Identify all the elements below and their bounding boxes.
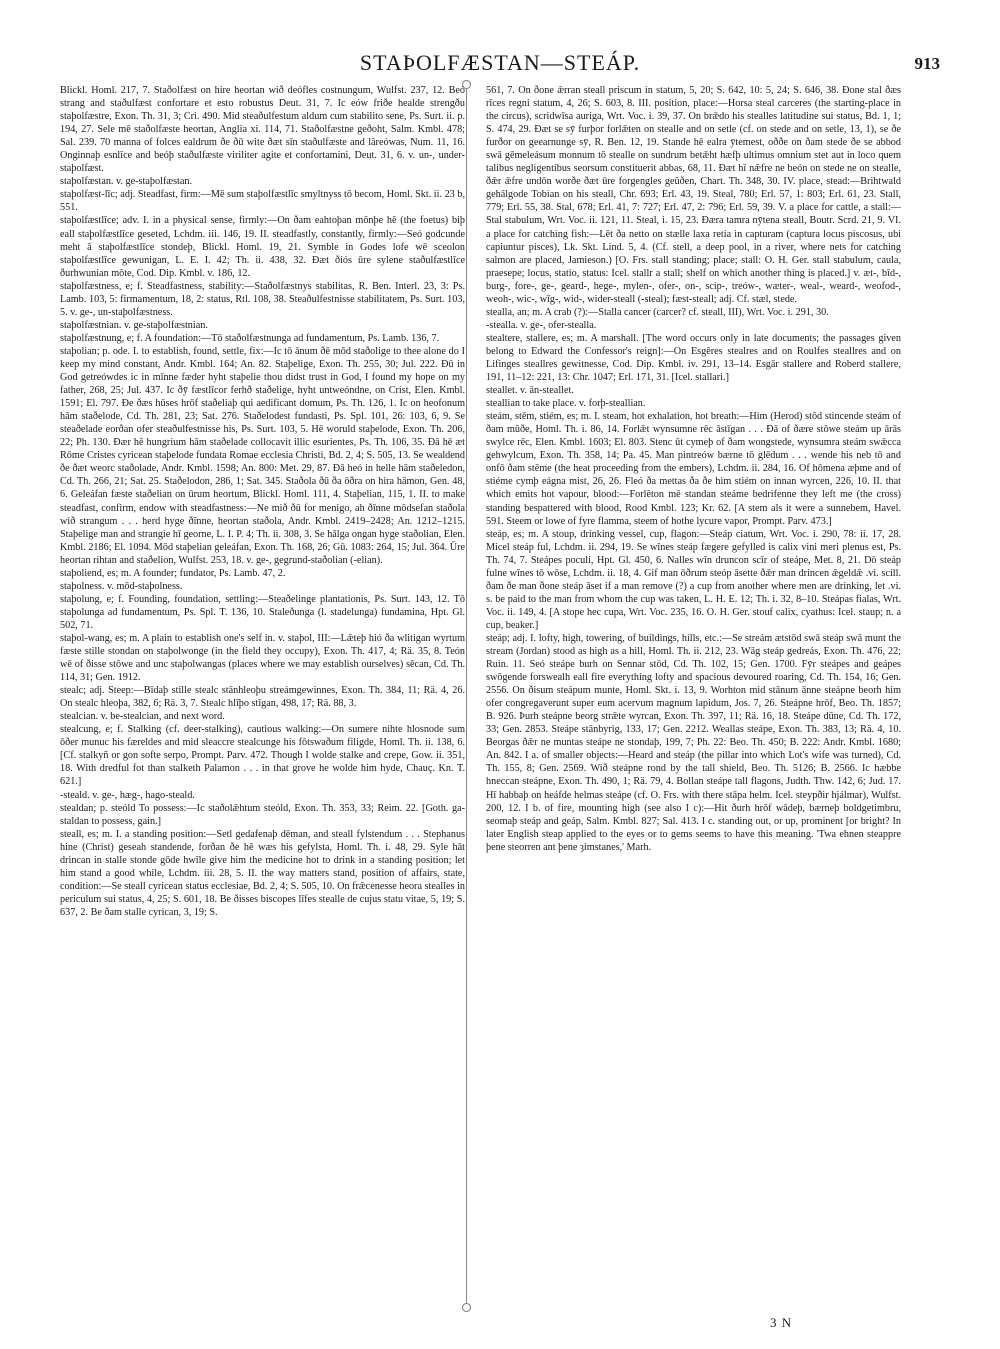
entry: steallian to take place. v. forþ-steallian. xyxy=(486,398,646,410)
entry: stealtere, stallere, es; m. A marshall. [The word occurs only in late documents; the passages given belong to Edward the Confessor's reign]:—On Esgēres stealres and on Roulfes steallres and on Lifinges steallres gewitnesse, Cod. Dip. Kmbl. iv. 291, 13–14. Esgār stallere and Roberd stallere, 191, 11–12: 221, 13: Chr. 1047; Erl. 171, 31. [Icel. stallari.] xyxy=(486,332,901,384)
left-column xyxy=(60,84,465,1309)
entry: staþolfæstnian. v. ge-staþolfæstnian. xyxy=(60,319,208,331)
entry: staþolian; p. ode. I. to establish, found, settle, fix:—Ic tō ānum ðē mōd staðolige to thee alone do I keep my mind constant, Andr. Kmbl. 164; An. 82. Staþelige, Exon. Th. 255, 30; Jul. 222. Ðū in God getreówdes ic in mīnne fæder hyht staþelie thou didst trust in God, I found my hope on my father, 268, 25; Jul. 437. Ic ðȳ fæstlīcor ferhð staðelige, hyht untweóndne, on Crist, Elen. Kmbl. 1591; El. 797. Ðe ðæs hūses hrōf staðeliaþ qui aedificant domum, Ps. Th. 126, 1. Ic on heofonum hām staðelode, Cd. Th. 281, 23; Sat. 276. Staðelodest fundasti, Ps. Spl. 101, 26: 103, 6, 9. Se steaðelade eorðan ofer steaðulfestnisse his, Ps. Surt. 103, 5. Hē woruld staþelode, Exon. Th. 206, 22; Ph. 130. Ðær hē hungrium hām staðelade collocavit illic esurientes, Ps. Th. 106, 35. Ðā hē æt Rōme Cristes cyricean staþelode fundata Romae ecclesia Christi, Bd. 2, 4; S. 505, 13. Se wealdend ðe ðæt weorc staðolade, Andr. Kmbl. 1598; An. 800: Met. 29, 87. Ðā heó in helle hām staðeledon, Cd. Th. 266, 21; Sat. 25. Staðelodon, 286, 1; Sat. 345. Staðola ðū ða ōðra on hira hāmon, Gen. 48, 6. Geleáfan fæste staðelian on ūrum heortum, Blickl. Homl. 111, 4. Staþelian, 115, 1. II. to make steadfast, confirm, endow with steadfastness:—Ne mið ðū for menigo, ah ðīnne mōdsefan staðola wið strangum . . . herd hyge ðīnne, heortan staðola, Andr. Kmbl. 2419–2428; An. 1212–1215. Staþelige man and strangie hī georne, L. I. P. 4; Th. ii. 308, 3. Se hālga ongan hyge staðolian, Elen. Kmbl. 2186; El. 1094. Mōd staþelian geleáfan, Exon. Th. 168, 26; Gū. 1083: 264, 15; Jul. 364. Ūre heortan rihtan and staðelion, Wulfst. 253, 18. v. ge-, gegrund-staðolian (-elian). xyxy=(60,345,465,566)
entry: -stealla. v. ge-, ofer-stealla. xyxy=(486,319,597,331)
entry: staþolfæst-līc; adj. Steadfast, firm:—Mē sum staþolfæstlīc smyltnyss tō becom, Homl. Skt. ii. 23 b, 551. xyxy=(60,189,465,214)
entry: staþolfæstan. v. ge-staþolfæstan. xyxy=(60,176,193,188)
column-divider xyxy=(466,84,467,1309)
entry: stealcung, e; f. Stalking (cf. deer-stalking), cautious walking:—On sumere nihte hlosnode sum ōðer munuc his færeldes and mid sleaccre stealcunge his fōtswaðum filigde, Homl. Th. ii. 138, 6. [Cf. stalkyñ or gon softe serpo, Prompt. Parv. 472. Though I wolde stalke and crepe, Gow. ii. 351, 18. With dredful fot than stalketh Palamon . . . in that grove he wolde him hyde, Chauç. Kn. T. 621.] xyxy=(60,724,465,788)
entry: staþolfæstlīce; adv. I. in a physical sense, firmly:—On ðam eahtoþan mōnþe hē (the foetus) biþ eall staþolfæstlīce geseted, Lchdm. iii. 146, 19. II. steadfastly, constantly, firmly:—Seó godcunde meht ā staþolfæstlīce stondeþ, Blickl. Homl. 19, 21. Symble in Godes lofe wē sceolon staþolfæstlīce gewunigan, L. E. I. 42; Th. ii. 438, 32. Ðæt ðiós ūre sylene staðulfæstlīce ðurhwunian mōte, Cod. Dip. Kmbl. v. 186, 12. xyxy=(60,215,465,279)
entry: staþolung, e; f. Founding, foundation, settling:—Steaðelinge plantationis, Ps. Surt. 143, 12. Tō staþolunga ad fundamentum, Ps. Spl. T. 136, 10. Staleðunga (l. stadelunga) fundamina, Hpt. Gl. 502, 71. xyxy=(60,593,465,631)
entry: staþol-wang, es; m. A plain to establish one's self in. v. staþol, III:—Lǣteþ hió ða wlitigan wyrtum fæste stille stondan on staþolwonge (in the field they occupy), Exon. Th. 417, 4; Rä. 35, 8. Teón wē of ðisse stōwe and unc staþolwangas (places where we may establish ourselves) sēcan, Cd. Th. 114, 31; Gen. 1912. xyxy=(60,632,465,684)
page-header xyxy=(60,50,940,80)
entry: staþolness. v. mōd-staþolness. xyxy=(60,580,183,592)
entry: stealcian. v. be-stealcian, and next word. xyxy=(60,711,225,723)
right-column xyxy=(486,84,901,1309)
entry: stealdan; p. steóld To possess:—Ic staðolǣhtum steóld, Exon. Th. 353, 33; Reim. 22. [Goth. ga-staldan to possess, gain.] xyxy=(60,802,465,827)
entry: steám, stēm, stiém, es; m. I. steam, hot exhalation, hot breath:—Him (Herod) stōd stincende steám of ðam mūðe, Homl. Th. i. 86, 14. Forlǣt wynsumne rēc āstīgan . . . Ðā of ðære stōwe steám up ārās swylce rēc, Elen. Kmbl. 1603; El. 803. Stenc ūt cymeþ of ðam wongstede, wynsumra steám swǣcca gehwylcum, Exon. Th. 358, 14; Pa. 45. Man pintreów bærne tō glēdum . . . wende his neb tō and onfō ðam stēme (the heat proceeding from the embers), Lchdm. ii. 284, 16. Of hōmena æþme and of stiéme cymþ eágna mist, 26, 26. Fleó ða mettas ða ðe him stiém on innan wyrcen, 226, 10. II. that which emits hot vapour, blood:—Forlēton mē standan steáme bedrifenne they left me (the cross) standing bespattered with blood, Rood Kmbl. 123; Kr. 62. [A stem als it were a sunnebem, Havel. 591. Steem or lowe of fyre flamma, steem of hothe lycure vapor, Prompt. Parv. 473.] xyxy=(486,411,901,527)
entry: stealla, an; m. A crab (?):—Stalla cancer (carcer? cf. steall, III), Wrt. Voc. i. 291, 30. xyxy=(486,306,829,318)
page-number: 913 xyxy=(914,54,940,73)
entry: steall, es; m. I. a standing position:—Setl gedafenaþ dēman, and steall fylstendum . . . Stephanus hine (Christ) geseah standende, forðan ðe hē wæs his gefylsta, Homl. Th. i. 48, 29. Syle hāt drincan in stalle stonde gōde hwīle give him the medicine hot to drink in a standing position; let him stand a good while, Lchdm. iii. 28, 5. II. the way matters stand, position of affairs, state, condition:—Se steall cyricean status ecclesiae, Bd. 2, 4; S. 505, 10. On frǣcenesse heora stealles in periculum sui status, 4, 25; S. 601, 18. Be ðisses biscopes līfes stealle de cujus statu vitae, 5, 19; S. 637, 2. Be ðam stalle cyrican, 3, 19; S. xyxy=(60,828,465,918)
entry: -steald. v. ge-, hæg-, hago-steald. xyxy=(60,789,195,801)
running-title: STAÞOLFÆSTAN—STEÁP. xyxy=(359,50,641,75)
entry: steáp; adj. I. lofty, high, towering, of buildings, hills, etc.:—Se streám ætstōd swā steáp swā munt the stream (Jordan) stood as high as a hill, Homl. Th. ii. 212, 23. Wāg steáp gedreás, Exon. Th. 476, 22; Ruin. 11. Seó steápe burh on Sennar stōd, Cd. Th. 102, 15; Gen. 1700. Fȳr steápes and geápes swōgende forswealh eall fire everything lofty and spacious devoured roaring, Cd. Th. 154, 16; Gen. 2556. On ðisum steápum munte, Homl. Skt. i. 13, 9. Worhton mid stānum ānne steápne beorh him ofer congregaverunt super eum acervum magnum lapidum, Jos. 7, 26. Steápne hrōf, Beo. Th. 1857; B. 926. Þurh steápne beorg strǣte wyrcan, Exon. Th. 397, 11; Rä. 16, 18. Steápe dūne, Cd. Th. 172, 33; Gen. 2853. Steápe stānbyrig, 133, 17; Gen. 2212. Weallas steápe, Exon. Th. 383, 13; Rä. 4, 10. Beorgas ðǣr ne muntas steápe ne stondaþ, 199, 7; Ph. 22: Beo. Th. 450; B. 222: Andr. Kmbl. 1680; An. 842. I a. of smaller objects:—Heard and steáp (the pillar into which Lot's wife was turned), Cd. Th. 155, 8; Gen. 2569. Wið steápne rond by the tall shield, Beo. Th. 5126; B. 2566. Ic hæbbe hneccan steápne, Exon. Th. 490, 1; Rä. 79, 4. Bollan steápe tall flagons, Judth. Thw. 142, 6; Jud. 17. Hī habbaþ on heáfde helmas steápe (cf. O. Frs. with there stāpa helm. Icel. steypðir hjálmar), Wulfst. 200, 12. I b. of fire, mounting high (see also I c):—Hit ðurh hrōf wādeþ, bærneþ boldgetimbru, seomaþ steáp and geáp, Salm. Kmbl. 827; Sal. 413. I c. standing out, or up, prominent [or bright? In later English steap applied to the eyes or to gems seems to have this meaning. 'Twa ehnen steappre þene steorren ant þene ȝimstanes,' Marh. xyxy=(486,632,901,853)
entry: staþolfæstnung, e; f. A foundation:—Tō staðolfæstnunga ad fundamentum, Ps. Lamb. 136, 7. xyxy=(60,332,440,344)
entry: staþolfæstness, e; f. Steadfastness, stability:—Staðolfæstnys stabilitas, R. Ben. Interl. 23, 3: Ps. Lamb. 103, 5: firmamentum, 18, 2: status, Rtl. 108, 38. Steaðulfestnisse stabilitatem, Ps. Surt. 103, 5. v. ge-, un-staþolfæstness. xyxy=(60,280,465,318)
entry: 561, 7. On ðone ǣrran steall priscum in statum, 5, 20; S. 642, 10: 5, 24; S. 646, 38. Ðone stal ðæs rīces regni statum, 4, 26; S. 603, 8. III. position, place:—Horsa steal carceres (the starting-place in the circus), scridwīsa auriga, Wrt. Voc. i. 39, 37. On brǣdo his stealles latitudine sui status, Bd. 1, 1; S. 474, 29. Ðæt se sȳ furþor forlǣten on stealle and on setle (cf. on stede and on setle, 13, 1), se ðe furðor on geearnunge sȳ, R. Ben. 12, 19. Stande hē ealra ȳtemest, oððe on ðam stede ðe se abbod swā gēmeleásum monnum tō stealle on sundrum betǣht hæfþ ultimus omnium stet aut in loco quem talibus negligentibus seorsum constituerit abbas, 68, 11. Ðæt hī nǣfre ne beón on stede ne on stealle, ðǣr ǣfre undōn worðe ðæt ūre forgengles geūðen, Chart. Th. 348, 30. IV. place, stead:—Brihtwald gehālgode Tobian on his steall, Chr. 693; Erl. 43, 19. Steal, 780; Erl. 57, 1: 803; Erl. 61, 23. Stall, 779; Erl. 55, 38. Stal, 678; Erl. 41, 7: 727; Erl. 47, 2: 796; Erl. 59, 39. V. a place for cattle, a stall:—Stal stabulum, Wrt. Voc. ii. 121, 11. Steal, i. 15, 23. Ðæra tamra nȳtena steall, Boutr. Scrd. 21, 9. VI. a place for catching fish:—Lēt ða netto on stælle laxa retia in capturam (captura locus piscosus, ubi capiuntur pisces), Lk. Skt. Lind. 5, 4. (Cf. stell, a deep pool, in a river, where nets for catching salmon are placed, Jamieson.) [O. Frs. stall standing; place; stall: O. H. Ger. stall stabulum, caula, praesepe; locus, statio, status: Icel. stallr a stall; shelf on which another thing is placed.] v. æt-, bīd-, burg-, fore-, ge-, geard-, hege-, mylen-, ofer-, on-, scip-, treów-, wæter-, weal-, weard-, weofod-, weoh-, wic-, wīg-, wid-, wider-steall (-steal); fæst-steall; adj. Cf. stæl, stede. xyxy=(486,85,901,305)
entry: staþoliend, es; m. A founder; fundator, Ps. Lamb. 47, 2. xyxy=(60,567,286,579)
entry: stealc; adj. Steep:—Bīdaþ stille stealc stānhleoþu streámgewinnes, Exon. Th. 384, 11; Rä. 4, 26. On stealc hleoþa, 382, 6; Rä. 3, 7. Stealc hlīþo stīgan, 498, 17; Rä. 88, 3. xyxy=(60,685,465,710)
entry: steallet. v. ān-steallet. xyxy=(486,385,574,397)
entry: Blickl. Homl. 217, 7. Staðolfæst on hire heortan wið deófles costnungum, Wulfst. 237, 12. Beó strang and staðulfæst confortare et esto robustus Deut. 31, 7. Ic eów friðe healde strengðu staþolfæstre, Exon. Th. 31, 3; Cri. 490. Mid steaðulfestum aldum cum stabilito sene, Ps. Surt. ii. p. 194, 27. Sele mē staðolfæste heortan, Anglia xi. 114, 71. Staðolfæstne geðoht, Salm. Kmbl. 478; Sal. 239. 70 manna of folces ealdrum ðe ðū wite ðæt sīn staðulfæste and lāreówas, Num. 11, 16. Onginnaþ esnlīce and beóþ staðulfæste viriliter agite et confortamini, Deut. 31, 6. v. un-, under-staþolfæst. xyxy=(60,85,465,175)
entry: steáp, es; m. A stoup, drinking vessel, cup, flagon:—Steáp ciatum, Wrt. Voc. i. 290, 78: ii. 17, 28. Micel steáp ful, Lchdm. ii. 294, 19. Se wīnes steáp fægere gefylled is calix vini meri plenus est, Ps. Th. 74, 7. Steápes poculi, Hpt. Gl. 450, 6. Nalles wīn druncon scīr of steápe, Met. 8, 21. Dō steáp fulne wīnes tō wōse, Lchdm. ii. 18, 4. Gif man ōðrum steóp āsette ðǣr man drincen ǣgeldǣ .vi. scill. ðam ðe man ðone steáp āset if a man remove (?) a cup from another where men are drinking, let .vi. s. be paid to the man from whom the cup was taken, L. H. E. 12; Th. i. 32, 8–10. Steápas fialas, Wrt. Voc. ii. 149, 4. [A stope hec cupa, Wrt. Voc. 235, 16. O. H. Ger. stouf calix, cyathus: Icel. staup; n. a cup, beaker.] xyxy=(486,528,901,631)
signature-mark: 3 N xyxy=(770,1315,793,1330)
